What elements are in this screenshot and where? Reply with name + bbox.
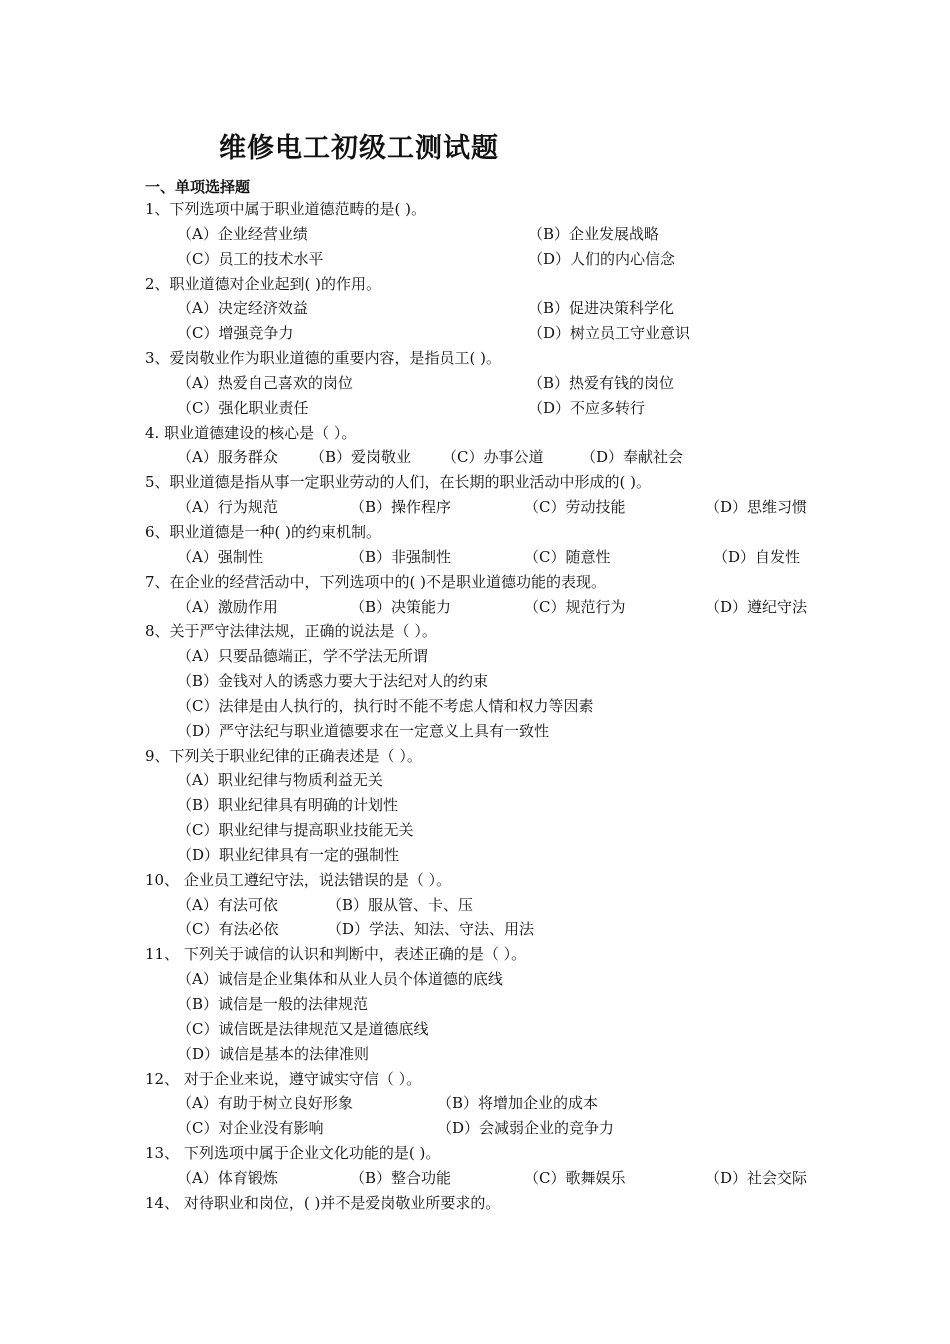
option-a: （A）只要品德端正，学不学法无所谓 (177, 647, 428, 666)
option-a: （A）诚信是企业集体和从业人员个体道德的底线 (177, 970, 503, 989)
option-c: （C）职业纪律与提高职业技能无关 (177, 821, 414, 840)
option-c: （C）规范行为 (524, 597, 626, 616)
option-c: （C）办事公道 (442, 448, 544, 467)
option-row (0, 321, 950, 346)
option-b: （B）整合功能 (350, 1168, 452, 1187)
option-row (0, 768, 950, 793)
option-d: （D）奉献社会 (581, 448, 684, 467)
question-stem (0, 346, 950, 371)
question-text: 2、职业道德对企业起到( )的作用。 (145, 274, 382, 293)
option-a: （A）热爱自己喜欢的岗位 (177, 373, 353, 392)
question-text: 5、职业道德是指从事一定职业劳动的人们，在长期的职业活动中形成的( )。 (145, 473, 652, 492)
option-row (0, 644, 950, 669)
option-c: （C）劳动技能 (524, 498, 626, 517)
question-stem (0, 942, 950, 967)
question-stem (0, 744, 950, 769)
option-a: （A）体育锻炼 (177, 1168, 278, 1187)
option-row (0, 545, 950, 570)
option-c: （C）法律是由人执行的，执行时不能不考虑人情和权力等因素 (177, 696, 594, 715)
option-d: （D）会减弱企业的竞争力 (437, 1119, 615, 1138)
question-stem (0, 421, 950, 446)
option-d: （D）自发性 (713, 547, 801, 566)
option-b: （B）非强制性 (350, 547, 452, 566)
option-row (0, 967, 950, 992)
option-d: （D）人们的内心信念 (528, 249, 676, 268)
question-text: 10、 企业员工遵纪守法，说法错误的是（ ）。 (145, 870, 452, 889)
question-text: 3、爱岗敬业作为职业道德的重要内容，是指员工( )。 (145, 349, 502, 368)
option-c: （C）诚信既是法律规范又是道德底线 (177, 1019, 429, 1038)
option-row (0, 222, 950, 247)
option-c: （C）有法必依 (177, 920, 279, 939)
option-c: （C）歌舞娱乐 (524, 1168, 626, 1187)
question-text: 13、 下列选项中属于企业文化功能的是( )。 (145, 1144, 441, 1163)
option-b: （B）诚信是一般的法律规范 (177, 995, 369, 1013)
question-stem (0, 272, 950, 297)
option-b: （B）服从管、卡、压 (327, 895, 474, 914)
option-a: （A）强制性 (177, 547, 263, 566)
option-a: （A）有法可依 (177, 895, 278, 914)
question-text: 6、职业道德是一种( )的约束机制。 (145, 522, 382, 541)
question-text: 4. 职业道德建设的核心是（ ）。 (145, 423, 357, 442)
question-stem (0, 619, 950, 644)
option-row (0, 445, 950, 470)
option-a: （A）服务群众 (177, 448, 278, 467)
option-a: （A）激励作用 (177, 597, 278, 616)
option-c: （C）增强竞争力 (177, 324, 294, 343)
question-text: 8、关于严守法律法规，正确的说法是（ ）。 (145, 622, 437, 641)
option-row (0, 296, 950, 321)
option-a: （A）有助于树立良好形象 (177, 1094, 353, 1113)
question-text: 7、在企业的经营活动中，下列选项中的( )不是职业道德功能的表现。 (145, 572, 607, 591)
document-title: 维修电工初级工测试题 (219, 133, 499, 164)
option-d: （D）诚信是基本的法律准则 (177, 1044, 370, 1063)
option-c: （C）强化职业责任 (177, 398, 309, 417)
option-row (0, 396, 950, 421)
option-b: （B）职业纪律具有明确的计划性 (177, 796, 399, 815)
option-row (0, 1091, 950, 1116)
option-a: （A）行为规范 (177, 498, 278, 517)
option-row (0, 1042, 950, 1067)
option-row (0, 893, 950, 918)
option-row (0, 669, 950, 694)
option-b: （B）热爱有钱的岗位 (528, 373, 675, 392)
option-d: （D）严守法纪与职业道德要求在一定意义上具有一致性 (177, 721, 550, 740)
option-row (0, 719, 950, 744)
option-row (0, 843, 950, 868)
option-d: （D）社会交际 (705, 1168, 808, 1187)
option-row (0, 371, 950, 396)
option-c: （C）员工的技术水平 (177, 249, 324, 268)
question-text: 11、 下列关于诚信的认识和判断中，表述正确的是（ ）。 (145, 945, 527, 964)
option-d: （D）思维习惯 (705, 498, 808, 517)
question-stem (0, 1191, 950, 1216)
question-stem (0, 868, 950, 893)
question-stem (0, 520, 950, 545)
option-row (0, 694, 950, 719)
question-stem (0, 1067, 950, 1092)
option-row (0, 1116, 950, 1141)
option-d: （D）学法、知法、守法、用法 (327, 920, 535, 939)
question-list (0, 197, 950, 1216)
question-stem (0, 570, 950, 595)
option-c: （C）随意性 (524, 547, 611, 566)
option-b: （B）金钱对人的诱惑力要大于法纪对人的约束 (177, 672, 489, 691)
option-row (0, 495, 950, 520)
option-b: （B）爱岗敬业 (310, 448, 412, 467)
option-row (0, 917, 950, 942)
option-row (0, 992, 950, 1017)
option-b: （B）企业发展战略 (528, 224, 660, 243)
question-text: 12、 对于企业来说，遵守诚实守信（ ）。 (145, 1069, 422, 1088)
option-d: （D）遵纪守法 (705, 597, 808, 616)
option-b: （B）决策能力 (350, 597, 452, 616)
option-b: （B）促进决策科学化 (528, 299, 675, 318)
question-text: 9、下列关于职业纪律的正确表述是（ ）。 (145, 746, 422, 765)
option-a: （A）企业经营业绩 (177, 224, 308, 243)
option-row (0, 595, 950, 620)
option-row (0, 818, 950, 843)
question-text: 1、下列选项中属于职业道德范畴的是( )。 (145, 200, 427, 218)
question-text: 14、 对待职业和岗位，( )并不是爱岗敬业所要求的。 (145, 1193, 501, 1212)
option-row (0, 1166, 950, 1191)
question-stem (0, 1141, 950, 1166)
option-c: （C）对企业没有影响 (177, 1119, 324, 1138)
option-a: （A）职业纪律与物质利益无关 (177, 771, 383, 790)
option-d: （D）树立员工守业意识 (528, 324, 691, 343)
question-stem (0, 197, 950, 222)
section-heading: 一、单项选择题 (145, 178, 251, 196)
option-row (0, 247, 950, 272)
question-stem (0, 470, 950, 495)
option-a: （A）决定经济效益 (177, 299, 308, 318)
option-b: （B）操作程序 (350, 498, 452, 517)
option-row (0, 1017, 950, 1042)
option-d: （D）不应多转行 (528, 398, 646, 417)
option-d: （D）职业纪律具有一定的强制性 (177, 845, 400, 864)
option-row (0, 793, 950, 818)
option-b: （B）将增加企业的成本 (437, 1094, 599, 1113)
